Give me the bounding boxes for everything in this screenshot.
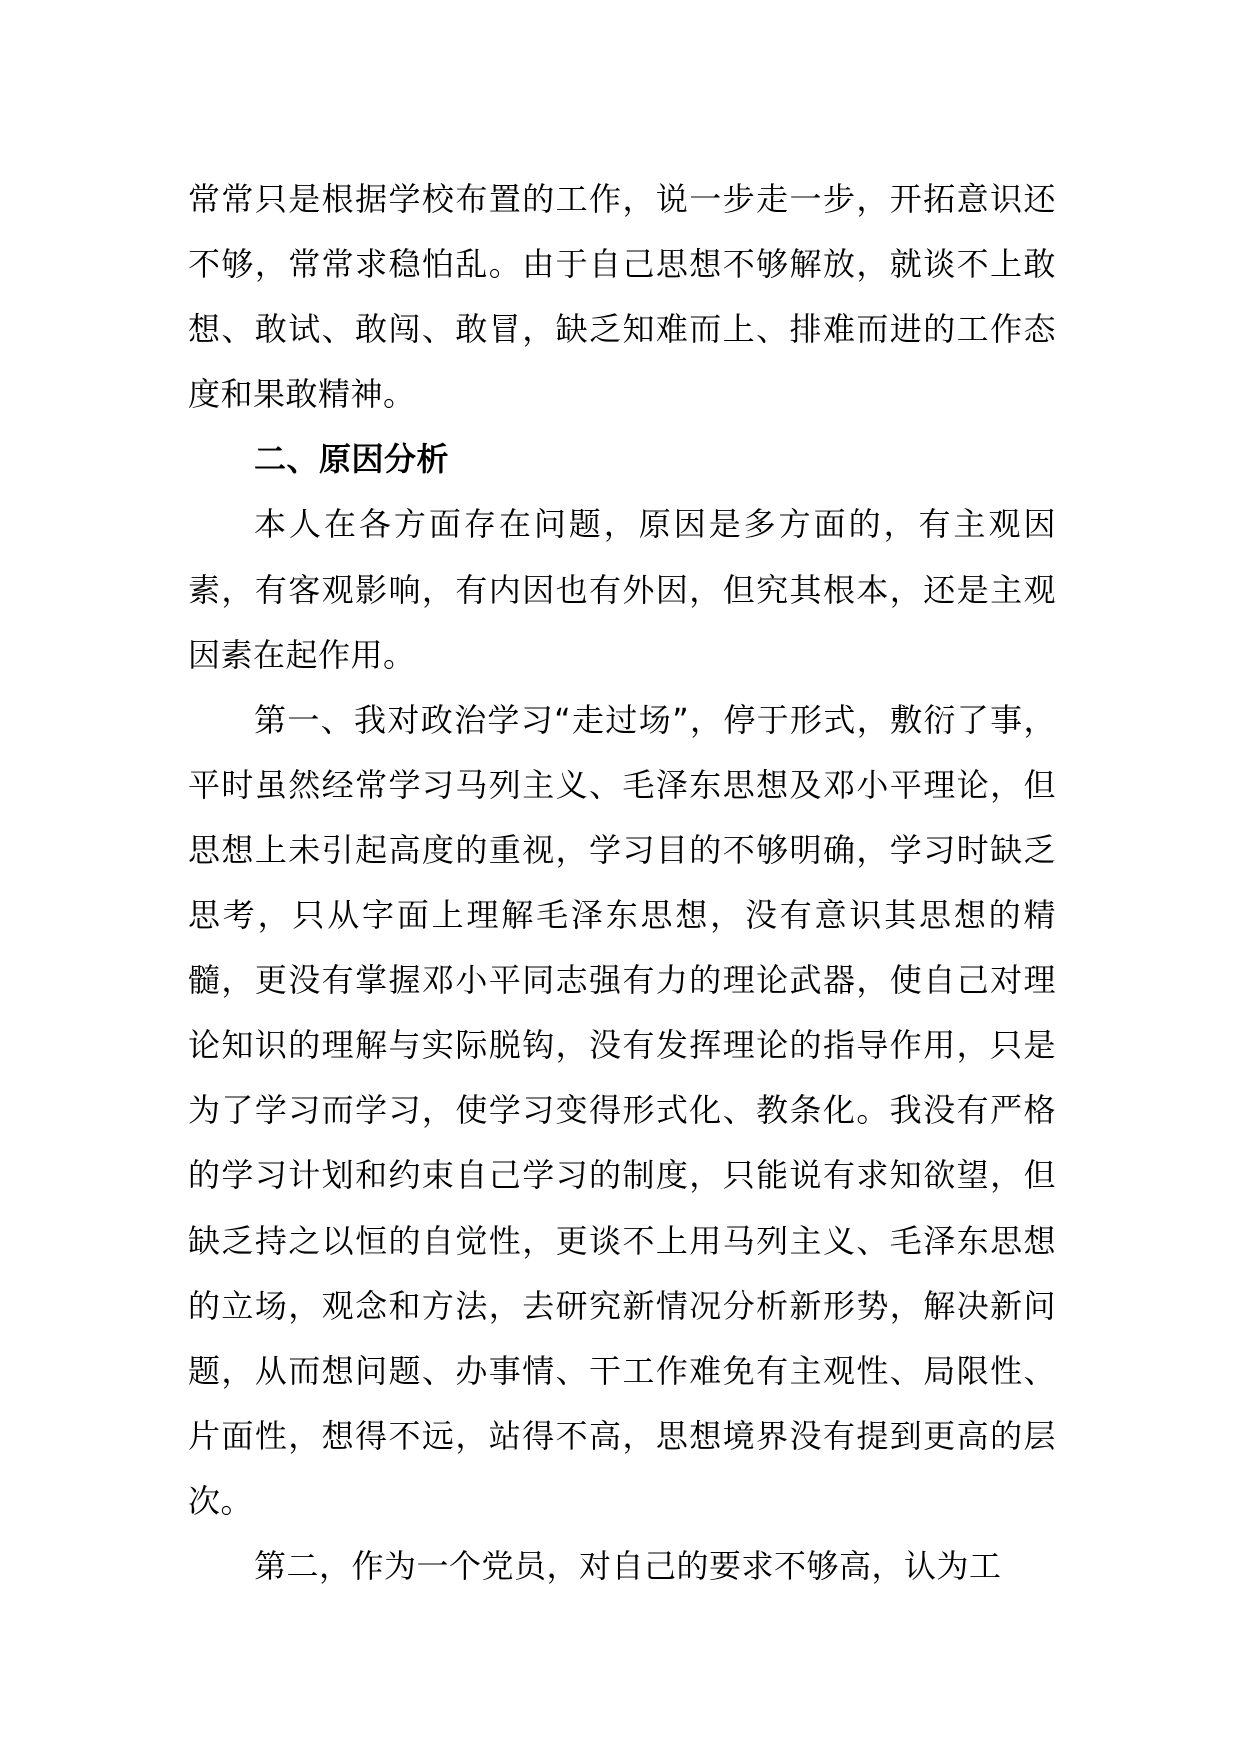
paragraph-overview: 本人在各方面存在问题，原因是多方面的，有主观因素，有客观影响，有内因也有外因，但究其根本，还是主观因素在起作用。 xyxy=(188,505,1056,674)
section-heading-cause-analysis: 二、原因分析 xyxy=(254,440,450,479)
paragraph-second-reason: 第二，作为一个党员，对自己的要求不够高，认为工 xyxy=(254,1546,1002,1585)
document-body xyxy=(188,167,1056,1599)
paragraph-continued: 常常只是根据学校布置的工作，说一步走一步，开拓意识还不够，常常求稳怕乱。由于自己思想不够解放，就谈不上敢想、敢试、敢闯、敢冒，缺乏知难而上、排难而进的工作态度和果敢精神。 xyxy=(188,180,1056,414)
paragraph-first-reason: 第一、我对政治学习“走过场”，停于形式，敷衍了事，平时虽然经常学习马列主义、毛泽东思想及邓小平理论，但思想上未引起高度的重视，学习目的不够明确，学习时缺乏思考，只从字面上理解毛泽东思想，没有意识其思想的精髓，更没有掌握邓小平同志强有力的理论武器，使自己对理论知识的理解与实际脱钩，没有发挥理论的指导作用，只是为了学习而学习，使学习变得形式化、教条化。我没有严格的学习计划和约束自己学习的制度，只能说有求知欲望，但缺乏持之以恒的自觉性，更谈不上用马列主义、毛泽东思想的立场，观念和方法，去研究新情况分析新形势，解决新问题，从而想问题、办事情、干工作难免有主观性、局限性、片面性，想得不远，站得不高，思想境界没有提到更高的层次。 xyxy=(188,700,1056,1520)
